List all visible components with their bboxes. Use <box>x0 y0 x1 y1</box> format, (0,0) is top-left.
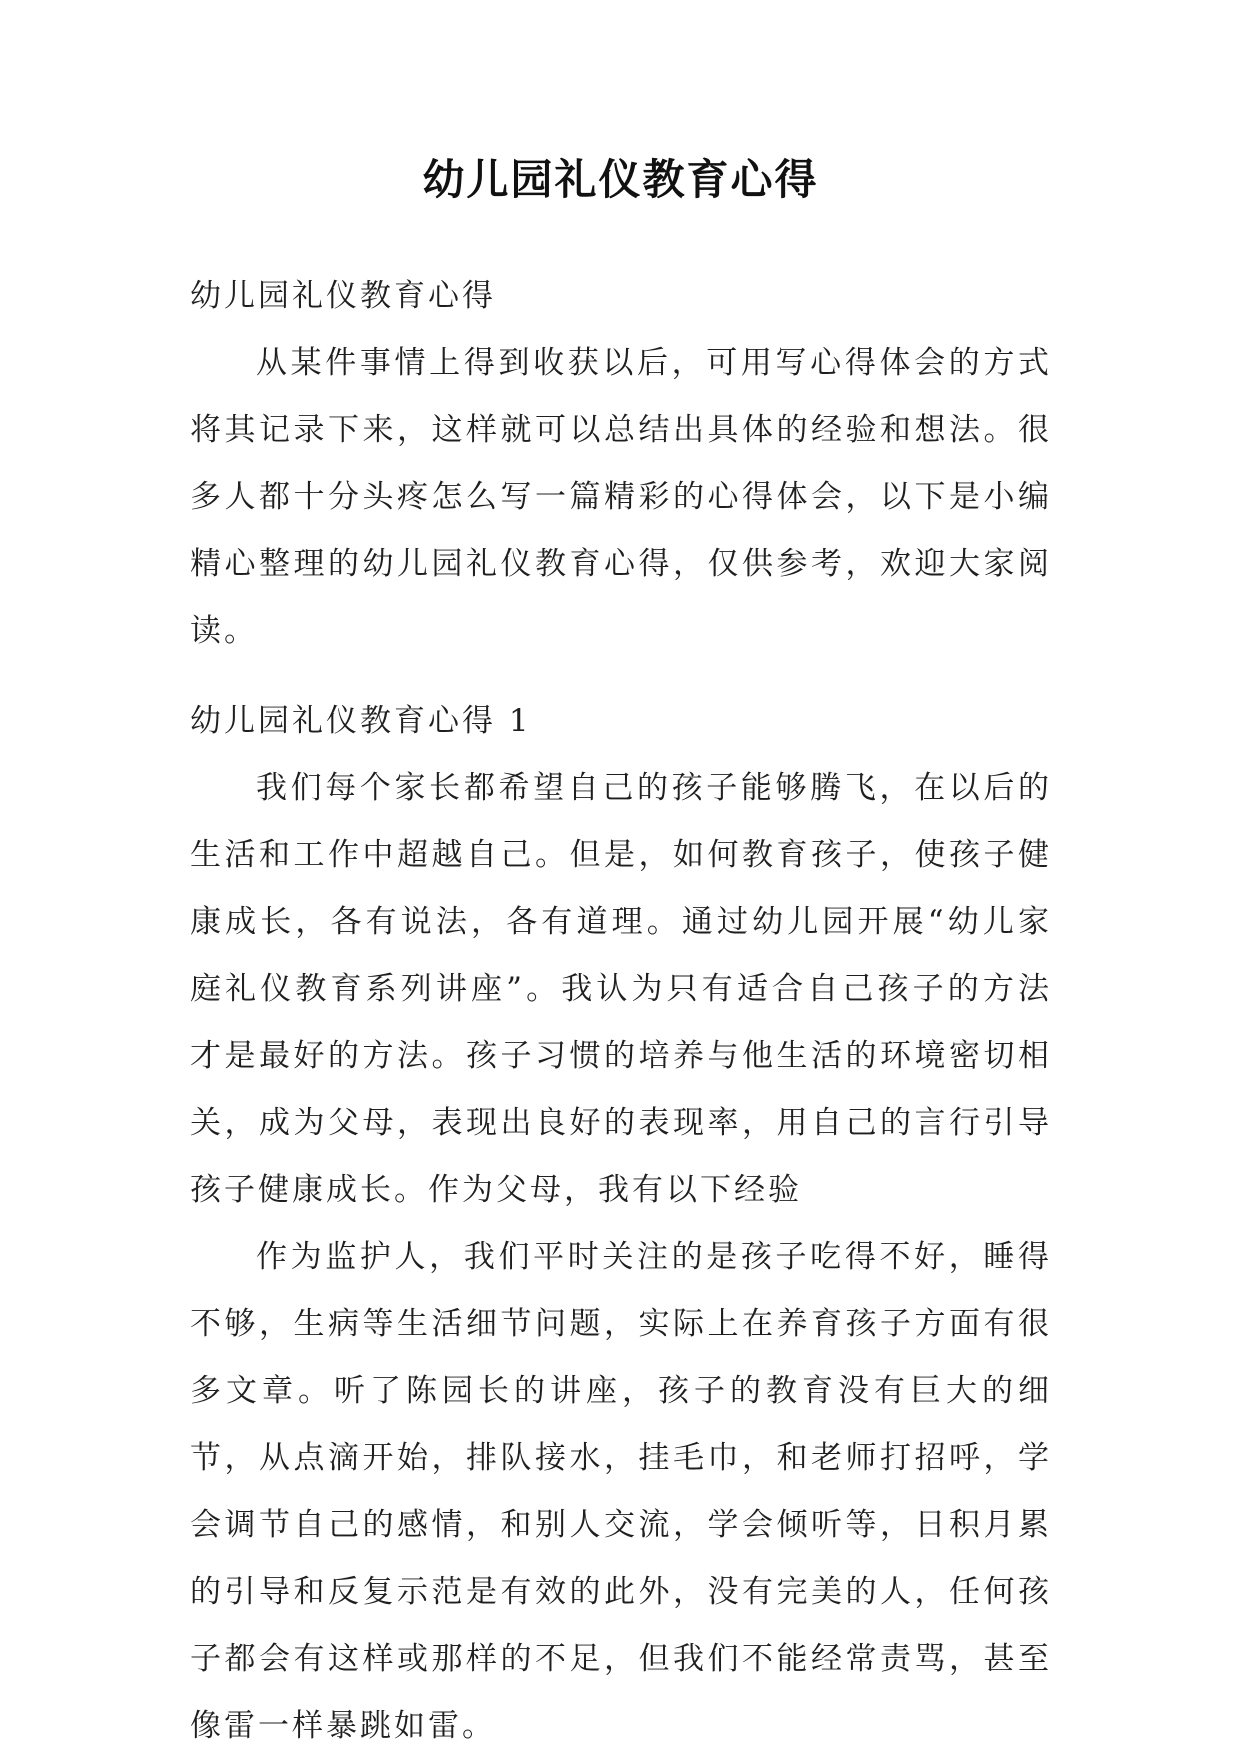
section-1 <box>190 688 1052 1760</box>
intro-section <box>190 263 1052 665</box>
section-1-paragraph: 作为监护人，我们平时关注的是孩子吃得不好，睡得不够，生病等生活细节问题，实际上在养育孩子方面有很多文章。听了陈园长的讲座，孩子的教育没有巨大的细节，从点滴开始，排队接水，挂毛巾，和老师打招呼，学会调节自己的感情，和别人交流，学会倾听等，日积月累的引导和反复示范是有效的此外，没有完美的人，任何孩子都会有这样或那样的不足，但我们不能经常责骂，甚至像雷一样暴跳如雷。 <box>190 1239 1052 1744</box>
section-1-heading: 幼儿园礼仪教育心得 1 <box>190 703 532 739</box>
document-title: 幼儿园礼仪教育心得 <box>422 155 819 204</box>
section-1-paragraph: 我们每个家长都希望自己的孩子能够腾飞，在以后的生活和工作中超越自己。但是，如何教育孩子，使孩子健康成长，各有说法，各有道理。通过幼儿园开展“幼儿家庭礼仪教育系列讲座”。我认为只有适合自己孩子的方法才是最好的方法。孩子习惯的培养与他生活的环境密切相关，成为父母，表现出良好的表现率，用自己的言行引导孩子健康成长。作为父母，我有以下经验 <box>190 770 1052 1208</box>
intro-paragraph: 从某件事情上得到收获以后，可用写心得体会的方式将其记录下来，这样就可以总结出具体的经验和想法。很多人都十分头疼怎么写一篇精彩的心得体会，以下是小编精心整理的幼儿园礼仪教育心得，仅供参考，欢迎大家阅读。 <box>190 345 1052 649</box>
intro-heading: 幼儿园礼仪教育心得 <box>190 278 496 314</box>
